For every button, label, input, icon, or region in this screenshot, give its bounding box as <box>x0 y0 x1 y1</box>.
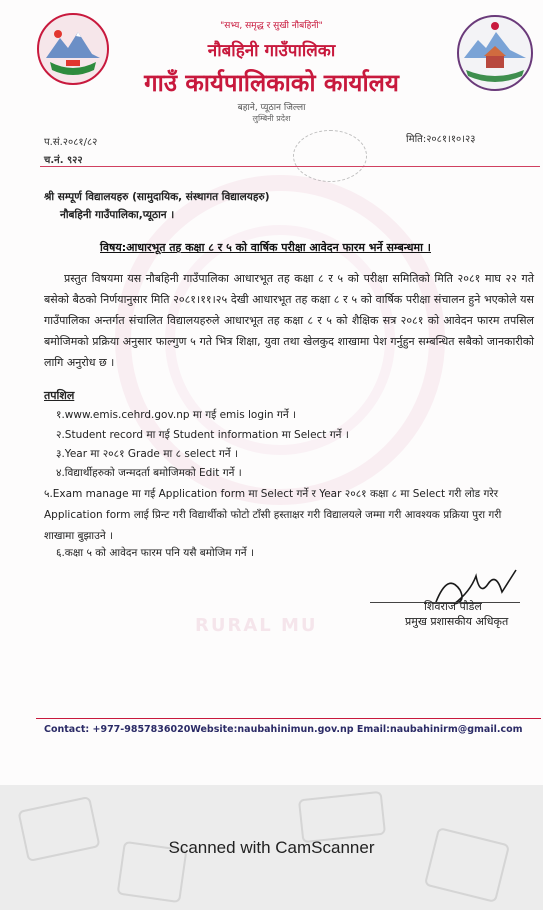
header-divider <box>40 166 540 167</box>
watermark-text: RURAL MU <box>195 615 318 636</box>
letter-subject: विषय:आधारभूत तह कक्षा ८ र ५ को वार्षिक परीक्षा आवेदन फारम भर्ने सम्बन्धमा । <box>100 241 431 254</box>
recipient-line-2: नौबहिनी गाउँपालिका,प्यूठान । <box>60 209 175 221</box>
step-2: २.Student record मा गई Student information मा Select गर्ने । <box>56 429 349 441</box>
municipality-motto: "सभ्य, समृद्ध र सुखी नौबहिनी" <box>220 21 323 31</box>
letter-date: मिति:२०८१।१०।२३ <box>406 134 476 145</box>
step-5: ५.Exam manage मा गई Application form मा Select गर्ने र Year २०८१ कक्षा ८ मा Select गरी लोड गरेर Application form लाई प्रिन्ट गरी विद्यार्थीको फोटो टाँसी हस्ताक्षर गरी विद्यालयले जम्मा गरी आवश्यक प्रक्रिया पुरा गरी शाखामा बुझाउने । <box>44 488 502 542</box>
step-1: १.www.emis.cehrd.gov.np मा गई emis login गर्ने । <box>56 409 296 421</box>
step-3: ३.Year मा २०८१ Grade मा ८ select गर्ने । <box>56 448 238 460</box>
municipality-name: नौबहिनी गाउँपालिका <box>207 41 336 61</box>
signatory-name: शिवराज पौडेल <box>424 600 482 613</box>
step-6: ६.कक्षा ५ को आवेदन फारम पनि यसै बमोजिम गर्ने । <box>56 547 254 559</box>
decor-shape <box>298 791 386 844</box>
recipient-line-1: श्री सम्पूर्ण विद्यालयहरु (सामुदायिक, संस्थागत विद्यालयहरु) <box>44 191 270 203</box>
letter-body: प्रस्तुत विषयमा यस नौबहिनी गाउँपालिका आधारभूत तह कक्षा ८ र ५ को परीक्षा समितिको मिति २०८१ माघ २२ गते बसेको बैठको निर्णयानुसार मिति २०८१।११।२५ देखी आधारभूत तह कक्षा ८ र ५ को वार्षिक परीक्षा संचालन हुने भएकोले यस गाउँपालिका अन्तर्गत संचालित विद्यालयहरुले आधारभूत तह कक्षा ८ र ५ को शैक्षिक सत्र २०८१ को आवेदन फारम तपसिल बमोजिमको प्रक्रिया अनुसार फाल्गुण ५ गते भित्र शिक्षा, युवा तथा खेलकुद शाखामा पेश गर्नुहुन सम्बन्धित सबैको जानकारीको लागि अनुरोध छ । <box>44 272 534 369</box>
step-4: ४.विद्यार्थीहरुको जन्मदर्ता बमोजिमको Edit गर्ने । <box>56 467 242 479</box>
scanner-watermark-label: Scanned with CamScanner <box>168 838 375 857</box>
office-location: बहाने, प्यूठान जिल्ला <box>237 103 306 113</box>
office-name: गाउँ कार्यपालिकाको कार्यालय <box>144 69 399 97</box>
dispatch-number: च.नं. ९२२ <box>44 155 83 166</box>
office-stamp <box>293 130 367 182</box>
reference-number: प.सं.२०८१/८२ <box>44 137 98 148</box>
contact-footer: Contact: +977-9857836020Website:naubahinimun.gov.np Email:naubahinirm@gmail.com <box>44 724 523 735</box>
footer-divider <box>36 718 541 719</box>
office-province: लुम्बिनी प्रदेश <box>252 114 291 123</box>
tapsil-heading: तपशिल <box>44 389 75 402</box>
signatory-title: प्रमुख प्रशासकीय अधिकृत <box>405 615 509 628</box>
